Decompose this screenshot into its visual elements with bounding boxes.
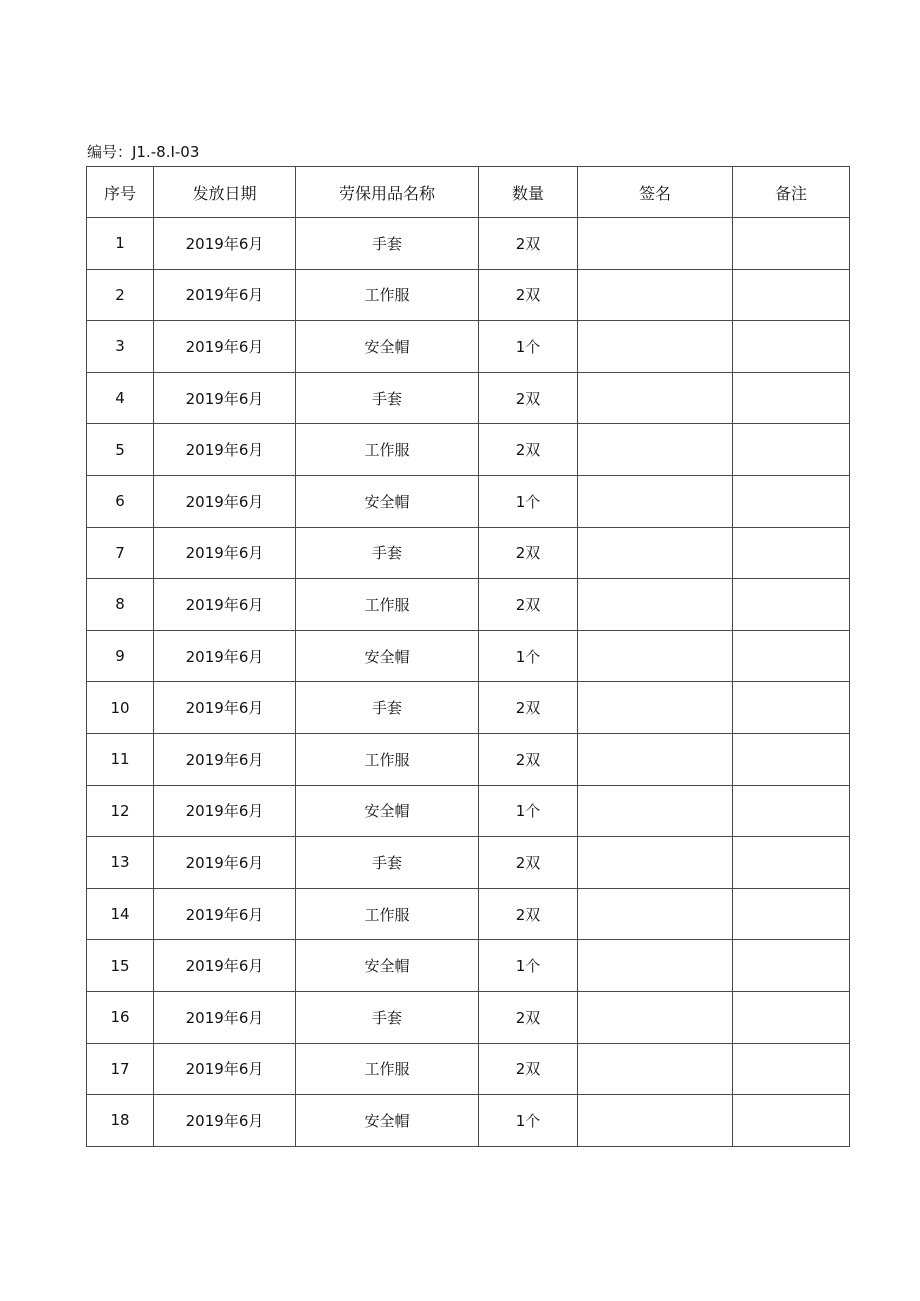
table-row [87, 1043, 850, 1095]
cell-seq: 10 [87, 682, 154, 734]
table-row [87, 785, 850, 837]
table-header [87, 167, 850, 218]
table-row [87, 269, 850, 321]
cell-remark [733, 579, 850, 631]
cell-item: 工作服 [296, 424, 479, 476]
cell-qty: 2双 [479, 269, 578, 321]
cell-signature [578, 527, 733, 579]
header-date: 发放日期 [154, 167, 296, 218]
table-row [87, 1095, 850, 1147]
cell-qty: 2双 [479, 682, 578, 734]
cell-qty: 1个 [479, 1095, 578, 1147]
cell-seq: 6 [87, 475, 154, 527]
cell-remark [733, 940, 850, 992]
cell-date: 2019年6月 [154, 837, 296, 889]
cell-seq: 11 [87, 733, 154, 785]
cell-seq: 1 [87, 218, 154, 270]
cell-qty: 2双 [479, 424, 578, 476]
cell-signature [578, 940, 733, 992]
cell-qty: 2双 [479, 837, 578, 889]
cell-date: 2019年6月 [154, 269, 296, 321]
cell-date: 2019年6月 [154, 888, 296, 940]
cell-qty: 2双 [479, 372, 578, 424]
table-row [87, 475, 850, 527]
header-signature: 签名 [578, 167, 733, 218]
cell-item: 安全帽 [296, 321, 479, 373]
cell-signature [578, 888, 733, 940]
table-row [87, 837, 850, 889]
cell-date: 2019年6月 [154, 475, 296, 527]
table-row [87, 527, 850, 579]
cell-seq: 17 [87, 1043, 154, 1095]
cell-remark [733, 269, 850, 321]
cell-signature [578, 424, 733, 476]
cell-qty: 2双 [479, 991, 578, 1043]
header-seq: 序号 [87, 167, 154, 218]
cell-qty: 2双 [479, 218, 578, 270]
cell-date: 2019年6月 [154, 785, 296, 837]
cell-qty: 2双 [479, 579, 578, 631]
cell-remark [733, 733, 850, 785]
cell-item: 手套 [296, 372, 479, 424]
cell-remark [733, 785, 850, 837]
header-qty: 数量 [479, 167, 578, 218]
cell-date: 2019年6月 [154, 991, 296, 1043]
cell-signature [578, 321, 733, 373]
cell-item: 工作服 [296, 269, 479, 321]
cell-date: 2019年6月 [154, 940, 296, 992]
cell-item: 手套 [296, 527, 479, 579]
document-code: 编号：J1.-8.I-03 [87, 143, 200, 161]
cell-qty: 2双 [479, 1043, 578, 1095]
table-body [87, 218, 850, 1147]
cell-date: 2019年6月 [154, 372, 296, 424]
table-row [87, 424, 850, 476]
cell-remark [733, 218, 850, 270]
cell-date: 2019年6月 [154, 630, 296, 682]
cell-item: 安全帽 [296, 785, 479, 837]
cell-qty: 1个 [479, 475, 578, 527]
header-item: 劳保用品名称 [296, 167, 479, 218]
cell-date: 2019年6月 [154, 682, 296, 734]
cell-signature [578, 269, 733, 321]
cell-remark [733, 682, 850, 734]
cell-item: 手套 [296, 991, 479, 1043]
cell-signature [578, 837, 733, 889]
cell-item: 安全帽 [296, 630, 479, 682]
table-row [87, 321, 850, 373]
cell-item: 工作服 [296, 579, 479, 631]
cell-seq: 4 [87, 372, 154, 424]
cell-remark [733, 475, 850, 527]
cell-item: 手套 [296, 837, 479, 889]
cell-date: 2019年6月 [154, 321, 296, 373]
cell-item: 工作服 [296, 1043, 479, 1095]
cell-date: 2019年6月 [154, 733, 296, 785]
header-remark: 备注 [733, 167, 850, 218]
cell-remark [733, 1095, 850, 1147]
cell-item: 安全帽 [296, 1095, 479, 1147]
cell-signature [578, 733, 733, 785]
cell-signature [578, 682, 733, 734]
cell-qty: 1个 [479, 630, 578, 682]
cell-date: 2019年6月 [154, 527, 296, 579]
cell-signature [578, 475, 733, 527]
cell-signature [578, 372, 733, 424]
cell-date: 2019年6月 [154, 1095, 296, 1147]
ppe-issue-table [86, 166, 850, 1147]
cell-remark [733, 630, 850, 682]
cell-signature [578, 991, 733, 1043]
cell-item: 工作服 [296, 733, 479, 785]
cell-seq: 2 [87, 269, 154, 321]
cell-signature [578, 218, 733, 270]
cell-signature [578, 1043, 733, 1095]
header-row [87, 167, 850, 218]
cell-seq: 16 [87, 991, 154, 1043]
table-row [87, 940, 850, 992]
cell-remark [733, 1043, 850, 1095]
cell-remark [733, 424, 850, 476]
table-row [87, 218, 850, 270]
cell-qty: 1个 [479, 940, 578, 992]
table-row [87, 372, 850, 424]
cell-remark [733, 991, 850, 1043]
cell-item: 工作服 [296, 888, 479, 940]
table-row [87, 991, 850, 1043]
cell-seq: 12 [87, 785, 154, 837]
cell-seq: 3 [87, 321, 154, 373]
table-row [87, 630, 850, 682]
cell-item: 手套 [296, 218, 479, 270]
cell-date: 2019年6月 [154, 218, 296, 270]
cell-remark [733, 321, 850, 373]
cell-seq: 18 [87, 1095, 154, 1147]
cell-seq: 7 [87, 527, 154, 579]
cell-signature [578, 785, 733, 837]
cell-item: 安全帽 [296, 940, 479, 992]
cell-seq: 8 [87, 579, 154, 631]
cell-seq: 15 [87, 940, 154, 992]
cell-item: 手套 [296, 682, 479, 734]
cell-remark [733, 527, 850, 579]
table-row [87, 733, 850, 785]
table-row [87, 682, 850, 734]
cell-date: 2019年6月 [154, 424, 296, 476]
cell-seq: 5 [87, 424, 154, 476]
cell-remark [733, 888, 850, 940]
cell-item: 安全帽 [296, 475, 479, 527]
cell-signature [578, 630, 733, 682]
cell-date: 2019年6月 [154, 579, 296, 631]
cell-qty: 1个 [479, 321, 578, 373]
cell-qty: 1个 [479, 785, 578, 837]
cell-qty: 2双 [479, 888, 578, 940]
cell-seq: 14 [87, 888, 154, 940]
cell-signature [578, 1095, 733, 1147]
cell-signature [578, 579, 733, 631]
cell-seq: 13 [87, 837, 154, 889]
table-row [87, 888, 850, 940]
cell-remark [733, 372, 850, 424]
cell-seq: 9 [87, 630, 154, 682]
cell-qty: 2双 [479, 527, 578, 579]
table-row [87, 579, 850, 631]
cell-remark [733, 837, 850, 889]
cell-qty: 2双 [479, 733, 578, 785]
cell-date: 2019年6月 [154, 1043, 296, 1095]
